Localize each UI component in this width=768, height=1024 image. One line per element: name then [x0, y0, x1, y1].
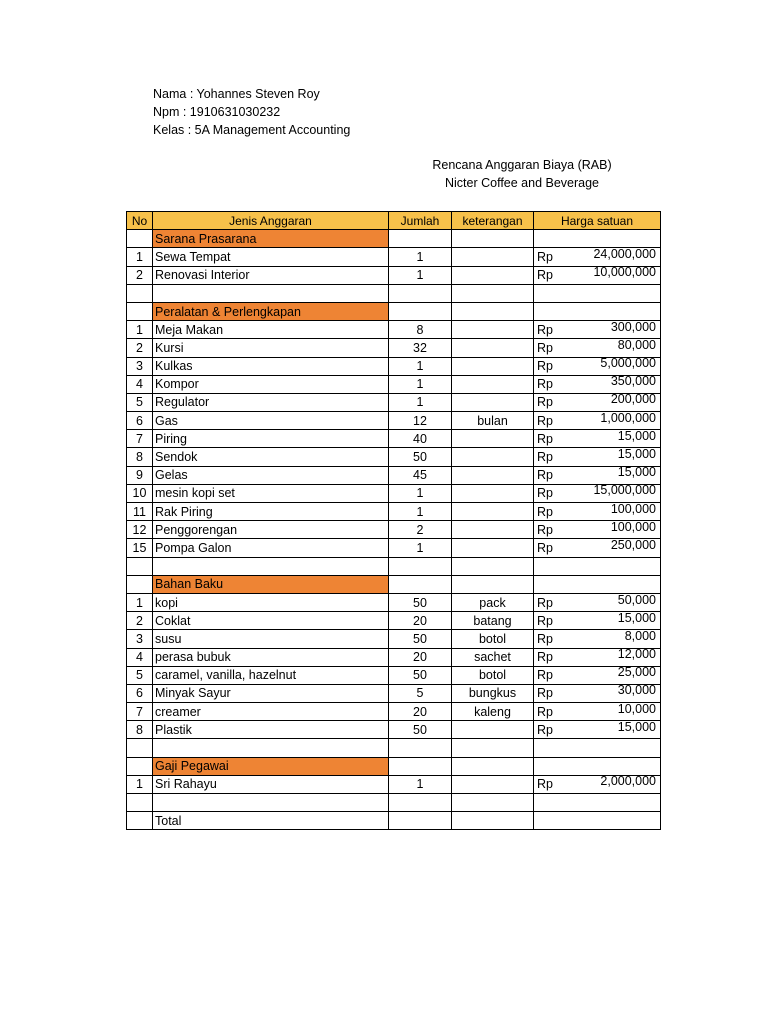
- section-title: Bahan Baku: [153, 575, 389, 593]
- row-keterangan: pack: [452, 593, 534, 611]
- unit-price: 300,000: [610, 320, 656, 334]
- currency-label: Rp: [537, 431, 553, 446]
- unit-price: 15,000: [617, 447, 656, 462]
- empty-cell: [534, 302, 661, 320]
- row-quantity: 50: [389, 630, 452, 648]
- header-jenis: Jenis Anggaran: [153, 212, 389, 230]
- row-price-cell: [534, 503, 661, 521]
- row-quantity: 45: [389, 466, 452, 484]
- currency-label: Rp: [537, 340, 553, 355]
- row-price-cell: [534, 630, 661, 648]
- empty-cell: [534, 557, 661, 575]
- row-quantity: 8: [389, 321, 452, 339]
- row-quantity: 2: [389, 521, 452, 539]
- row-price-cell: [534, 321, 661, 339]
- currency-label: Rp: [537, 413, 553, 428]
- row-keterangan: [452, 503, 534, 521]
- unit-price: 100,000: [610, 502, 656, 516]
- empty-cell: [452, 302, 534, 320]
- empty-cell: [153, 284, 389, 302]
- currency-label: Rp: [537, 322, 553, 337]
- unit-price: 2,000,000: [600, 775, 656, 789]
- student-name: Nama : Yohannes Steven Roy: [153, 87, 320, 101]
- row-no: 4: [127, 648, 153, 666]
- row-keterangan: [452, 775, 534, 793]
- currency-label: Rp: [537, 540, 553, 555]
- row-item-name: Plastik: [153, 721, 389, 739]
- section-row: [127, 757, 661, 775]
- empty-cell: [452, 812, 534, 830]
- unit-price: 30,000: [617, 684, 656, 698]
- price-wrap: [534, 522, 660, 538]
- empty-cell: [534, 230, 661, 248]
- row-no: 7: [127, 703, 153, 721]
- row-no: 1: [127, 593, 153, 611]
- row-keterangan: batang: [452, 612, 534, 630]
- row-price-cell: [534, 375, 661, 393]
- row-item-name: Minyak Sayur: [153, 684, 389, 702]
- row-no: 6: [127, 412, 153, 430]
- empty-cell: [127, 812, 153, 830]
- row-price-cell: [534, 266, 661, 284]
- currency-label: Rp: [537, 249, 553, 264]
- currency-label: Rp: [537, 468, 553, 483]
- row-item-name: Sri Rahayu: [153, 775, 389, 793]
- table-row: [127, 775, 661, 793]
- row-quantity: 50: [389, 721, 452, 739]
- row-keterangan: [452, 721, 534, 739]
- row-item-name: kopi: [153, 593, 389, 611]
- row-no: 4: [127, 375, 153, 393]
- currency-label: Rp: [537, 359, 553, 374]
- row-no: 8: [127, 448, 153, 466]
- empty-cell: [127, 575, 153, 593]
- row-no: 6: [127, 684, 153, 702]
- row-quantity: 1: [389, 248, 452, 266]
- empty-cell: [153, 794, 389, 812]
- row-item-name: Kompor: [153, 375, 389, 393]
- row-no: 8: [127, 721, 153, 739]
- row-price-cell: [534, 666, 661, 684]
- total-value: [534, 812, 661, 830]
- row-item-name: Renovasi Interior: [153, 266, 389, 284]
- header-keterangan: keterangan: [452, 212, 534, 230]
- empty-cell: [452, 739, 534, 757]
- row-keterangan: [452, 539, 534, 557]
- header-jumlah: Jumlah: [389, 212, 452, 230]
- empty-cell: [389, 575, 452, 593]
- row-keterangan: [452, 321, 534, 339]
- currency-label: Rp: [537, 686, 553, 701]
- row-no: 5: [127, 666, 153, 684]
- empty-cell: [452, 230, 534, 248]
- empty-cell: [389, 230, 452, 248]
- spacer-row: [127, 557, 661, 575]
- table-row: [127, 484, 661, 502]
- header-no: No: [127, 212, 153, 230]
- empty-cell: [534, 284, 661, 302]
- row-keterangan: [452, 248, 534, 266]
- currency-label: Rp: [537, 377, 553, 392]
- row-keterangan: [452, 521, 534, 539]
- empty-cell: [389, 739, 452, 757]
- document-title: [386, 156, 658, 192]
- row-no: 2: [127, 266, 153, 284]
- row-keterangan: sachet: [452, 648, 534, 666]
- row-price-cell: [534, 412, 661, 430]
- row-quantity: 1: [389, 503, 452, 521]
- row-no: 2: [127, 612, 153, 630]
- row-no: 7: [127, 430, 153, 448]
- spacer-row: [127, 739, 661, 757]
- unit-price: 50,000: [617, 593, 656, 607]
- empty-cell: [127, 757, 153, 775]
- row-keterangan: botol: [452, 666, 534, 684]
- row-price-cell: [534, 648, 661, 666]
- section-row: [127, 302, 661, 320]
- table-header-row: [127, 212, 661, 230]
- unit-price: 5,000,000: [600, 357, 656, 371]
- table-row: [127, 684, 661, 702]
- row-item-name: susu: [153, 630, 389, 648]
- price-wrap: [534, 667, 660, 683]
- table-row: [127, 630, 661, 648]
- empty-cell: [389, 557, 452, 575]
- table-row: [127, 430, 661, 448]
- table-row: [127, 375, 661, 393]
- row-keterangan: [452, 466, 534, 484]
- unit-price: 15,000: [617, 466, 656, 480]
- table-row: [127, 666, 661, 684]
- row-quantity: 1: [389, 266, 452, 284]
- price-wrap: [534, 340, 660, 356]
- row-price-cell: [534, 448, 661, 466]
- row-no: 15: [127, 539, 153, 557]
- row-item-name: Piring: [153, 430, 389, 448]
- price-wrap: [534, 449, 660, 465]
- price-wrap: [534, 504, 660, 520]
- row-price-cell: [534, 248, 661, 266]
- empty-cell: [389, 812, 452, 830]
- table-row: [127, 339, 661, 357]
- currency-label: Rp: [537, 777, 553, 792]
- row-item-name: Kulkas: [153, 357, 389, 375]
- price-wrap: [534, 649, 660, 665]
- row-no: 1: [127, 321, 153, 339]
- price-wrap: [534, 413, 660, 429]
- total-label: Total: [153, 812, 389, 830]
- currency-label: Rp: [537, 613, 553, 628]
- row-keterangan: [452, 339, 534, 357]
- empty-cell: [153, 739, 389, 757]
- row-quantity: 1: [389, 375, 452, 393]
- empty-cell: [452, 794, 534, 812]
- empty-cell: [452, 557, 534, 575]
- row-quantity: 1: [389, 393, 452, 411]
- row-keterangan: [452, 266, 534, 284]
- table-row: [127, 703, 661, 721]
- row-price-cell: [534, 775, 661, 793]
- row-quantity: 40: [389, 430, 452, 448]
- row-item-name: Meja Makan: [153, 321, 389, 339]
- currency-label: Rp: [537, 522, 553, 537]
- row-price-cell: [534, 721, 661, 739]
- row-price-cell: [534, 339, 661, 357]
- row-keterangan: [452, 430, 534, 448]
- row-price-cell: [534, 703, 661, 721]
- unit-price: 200,000: [610, 393, 656, 407]
- row-quantity: 20: [389, 612, 452, 630]
- price-wrap: [534, 722, 660, 738]
- empty-cell: [534, 739, 661, 757]
- row-no: 12: [127, 521, 153, 539]
- section-title: Peralatan & Perlengkapan: [153, 302, 389, 320]
- row-quantity: 50: [389, 666, 452, 684]
- unit-price: 100,000: [610, 520, 656, 534]
- row-quantity: 32: [389, 339, 452, 357]
- row-item-name: Pompa Galon: [153, 539, 389, 557]
- row-keterangan: [452, 393, 534, 411]
- table-row: [127, 266, 661, 284]
- empty-cell: [534, 757, 661, 775]
- unit-price: 15,000: [617, 720, 656, 734]
- row-price-cell: [534, 684, 661, 702]
- price-wrap: [534, 431, 660, 447]
- price-wrap: [534, 595, 660, 611]
- row-no: 1: [127, 248, 153, 266]
- unit-price: 8,000: [624, 629, 656, 643]
- budget-table: [126, 211, 661, 830]
- unit-price: 250,000: [610, 538, 656, 552]
- row-keterangan: bungkus: [452, 684, 534, 702]
- row-item-name: Regulator: [153, 393, 389, 411]
- row-item-name: Sewa Tempat: [153, 248, 389, 266]
- table-row: [127, 503, 661, 521]
- empty-cell: [127, 302, 153, 320]
- empty-cell: [389, 302, 452, 320]
- row-price-cell: [534, 539, 661, 557]
- empty-cell: [127, 794, 153, 812]
- table-row: [127, 412, 661, 430]
- row-quantity: 12: [389, 412, 452, 430]
- unit-price: 12,000: [617, 648, 656, 662]
- currency-label: Rp: [537, 268, 553, 283]
- price-wrap: [534, 485, 660, 501]
- table-row: [127, 393, 661, 411]
- empty-cell: [127, 284, 153, 302]
- row-price-cell: [534, 466, 661, 484]
- row-no: 1: [127, 775, 153, 793]
- empty-cell: [389, 284, 452, 302]
- row-quantity: 20: [389, 648, 452, 666]
- spacer-row: [127, 794, 661, 812]
- empty-cell: [127, 739, 153, 757]
- row-item-name: caramel, vanilla, hazelnut: [153, 666, 389, 684]
- section-row: [127, 575, 661, 593]
- row-item-name: Kursi: [153, 339, 389, 357]
- row-price-cell: [534, 430, 661, 448]
- price-wrap: [534, 376, 660, 392]
- currency-label: Rp: [537, 704, 553, 719]
- row-item-name: Gelas: [153, 466, 389, 484]
- row-price-cell: [534, 484, 661, 502]
- title-business: Nicter Coffee and Beverage: [444, 176, 600, 191]
- row-keterangan: botol: [452, 630, 534, 648]
- table-row: [127, 539, 661, 557]
- title-rab: Rencana Anggaran Biaya (RAB): [432, 158, 612, 172]
- row-quantity: 50: [389, 448, 452, 466]
- unit-price: 80,000: [617, 338, 656, 352]
- row-item-name: Penggorengan: [153, 521, 389, 539]
- row-item-name: Sendok: [153, 448, 389, 466]
- price-wrap: [534, 704, 660, 720]
- unit-price: 350,000: [610, 375, 656, 389]
- row-item-name: mesin kopi set: [153, 484, 389, 502]
- row-quantity: 1: [389, 484, 452, 502]
- row-no: 11: [127, 503, 153, 521]
- row-no: 10: [127, 484, 153, 502]
- section-title: Sarana Prasarana: [153, 230, 389, 248]
- row-price-cell: [534, 521, 661, 539]
- currency-label: Rp: [537, 650, 553, 665]
- table-row: [127, 466, 661, 484]
- table-row: [127, 321, 661, 339]
- unit-price: 15,000: [617, 429, 656, 443]
- empty-cell: [153, 557, 389, 575]
- row-keterangan: [452, 448, 534, 466]
- table-row: [127, 248, 661, 266]
- unit-price: 15,000,000: [593, 484, 656, 498]
- student-npm: Npm : 1910631030232: [153, 105, 281, 120]
- unit-price: 15,000: [617, 611, 656, 625]
- row-quantity: 5: [389, 684, 452, 702]
- row-no: 5: [127, 393, 153, 411]
- empty-cell: [452, 757, 534, 775]
- table-row: [127, 357, 661, 375]
- student-info: [153, 85, 350, 140]
- row-price-cell: [534, 393, 661, 411]
- price-wrap: [534, 685, 660, 701]
- table-row: [127, 648, 661, 666]
- price-wrap: [534, 394, 660, 410]
- empty-cell: [389, 794, 452, 812]
- row-quantity: 1: [389, 539, 452, 557]
- currency-label: Rp: [537, 395, 553, 410]
- empty-cell: [389, 757, 452, 775]
- row-item-name: Coklat: [153, 612, 389, 630]
- price-wrap: [534, 358, 660, 374]
- row-item-name: creamer: [153, 703, 389, 721]
- unit-price: 25,000: [617, 666, 656, 680]
- row-item-name: Gas: [153, 412, 389, 430]
- price-wrap: [534, 631, 660, 647]
- student-class: Kelas : 5A Management Accounting: [153, 123, 351, 138]
- unit-price: 1,000,000: [600, 411, 656, 425]
- row-price-cell: [534, 357, 661, 375]
- table-row: [127, 448, 661, 466]
- empty-cell: [452, 284, 534, 302]
- row-no: 3: [127, 357, 153, 375]
- currency-label: Rp: [537, 486, 553, 501]
- row-no: 2: [127, 339, 153, 357]
- table-row: [127, 593, 661, 611]
- row-quantity: 1: [389, 775, 452, 793]
- currency-label: Rp: [537, 722, 553, 737]
- price-wrap: [534, 322, 660, 338]
- price-wrap: [534, 540, 660, 556]
- row-keterangan: [452, 484, 534, 502]
- currency-label: Rp: [537, 631, 553, 646]
- row-keterangan: bulan: [452, 412, 534, 430]
- header-harga: Harga satuan: [534, 212, 661, 230]
- unit-price: 10,000: [617, 702, 656, 716]
- section-title: Gaji Pegawai: [153, 757, 389, 775]
- unit-price: 10,000,000: [593, 266, 656, 280]
- row-item-name: Rak Piring: [153, 503, 389, 521]
- empty-cell: [452, 575, 534, 593]
- row-quantity: 50: [389, 593, 452, 611]
- currency-label: Rp: [537, 450, 553, 465]
- row-keterangan: [452, 357, 534, 375]
- empty-cell: [534, 575, 661, 593]
- row-item-name: perasa bubuk: [153, 648, 389, 666]
- total-row: [127, 812, 661, 830]
- row-keterangan: [452, 375, 534, 393]
- table-row: [127, 612, 661, 630]
- row-quantity: 20: [389, 703, 452, 721]
- spacer-row: [127, 284, 661, 302]
- price-wrap: [534, 267, 660, 283]
- empty-cell: [534, 794, 661, 812]
- table-row: [127, 721, 661, 739]
- section-row: [127, 230, 661, 248]
- price-wrap: [534, 613, 660, 629]
- row-no: 9: [127, 466, 153, 484]
- currency-label: Rp: [537, 504, 553, 519]
- currency-label: Rp: [537, 668, 553, 683]
- price-wrap: [534, 249, 660, 265]
- empty-cell: [127, 230, 153, 248]
- price-wrap: [534, 467, 660, 483]
- table-row: [127, 521, 661, 539]
- row-price-cell: [534, 593, 661, 611]
- row-no: 3: [127, 630, 153, 648]
- empty-cell: [127, 557, 153, 575]
- row-price-cell: [534, 612, 661, 630]
- row-quantity: 1: [389, 357, 452, 375]
- currency-label: Rp: [537, 595, 553, 610]
- unit-price: 24,000,000: [593, 247, 656, 261]
- price-wrap: [534, 776, 660, 792]
- row-keterangan: kaleng: [452, 703, 534, 721]
